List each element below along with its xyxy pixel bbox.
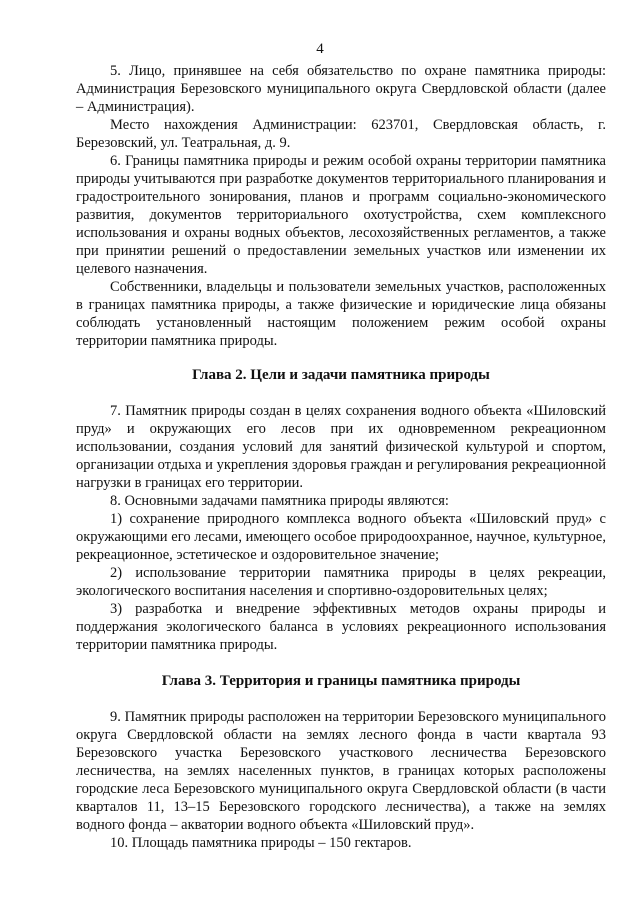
- task-item-3: 3) разработка и внедрение эффективных методов охраны природы и поддержания экологического баланса в условиях рекреационного использования территории памятника природы.: [76, 601, 606, 653]
- paragraph-administration-address: Место нахождения Администрации: 623701, Свердловская область, г. Березовский, ул. Театральная, д. 9.: [76, 117, 606, 151]
- paragraph-6: 6. Границы памятника природы и режим особой охраны территории памятника природы учитываются при разработке документов территориального планирования и градостроительного зонирования, планов и программ социально-экономического развития, документов территориального охотустройства, схем комплексного использования и охраны водных объектов, лесохозяйственных регламентов, а также при принятии решений о предоставлении земельных участков или изменении их целевого назначения.: [76, 153, 606, 277]
- paragraph-10: 10. Площадь памятника природы – 150 гектаров.: [110, 835, 412, 851]
- page-number: 4: [316, 41, 324, 57]
- task-item-1: 1) сохранение природного комплекса водного объекта «Шиловский пруд» с окружающими его лесами, имеющего особое природоохранное, научное, культурное, рекреационное, эстетическое и оздоровительное значение;: [76, 511, 606, 563]
- paragraph-7: 7. Памятник природы создан в целях сохранения водного объекта «Шиловский пруд» и окружающих его лесов при их одновременном рекреационном использовании, создания условий для занятий физической культурой и спортом, организации отдыха и укрепления здоровья граждан и регулирования рекреационной нагрузки в границах его территории.: [76, 403, 606, 491]
- chapter-2-heading: Глава 2. Цели и задачи памятника природы: [192, 367, 490, 383]
- paragraph-5: 5. Лицо, принявшее на себя обязательство по охране памятника природы: Администрация Березовского муниципального округа Свердловской области (далее – Администрация).: [76, 63, 606, 115]
- chapter-3-heading: Глава 3. Территория и границы памятника природы: [161, 673, 521, 689]
- paragraph-8: 8. Основными задачами памятника природы являются:: [110, 493, 449, 509]
- paragraph-9: 9. Памятник природы расположен на территории Березовского муниципального округа Свердловской области на землях лесного фонда в части квартала 93 Березовского участка Березовского участкового лесничества Березовского лесничества, на землях населенных пунктов, в границах которых расположены городские леса Березовского муниципального округа Свердловской области (в части кварталов 11, 13–15 Березовского городского лесничества), а также на землях водного фонда – акватории водного объекта «Шиловский пруд».: [76, 709, 606, 833]
- document-body: [76, 62, 606, 852]
- paragraph-owners-obligations: Собственники, владельцы и пользователи земельных участков, расположенных в границах памятника природы, а также физические и юридические лица обязаны соблюдать установленный настоящим положением режим особой охраны территории памятника природы.: [76, 279, 606, 349]
- task-item-2: 2) использование территории памятника природы в целях рекреации, экологического воспитания населения и спортивно-оздоровительных целях;: [76, 565, 606, 599]
